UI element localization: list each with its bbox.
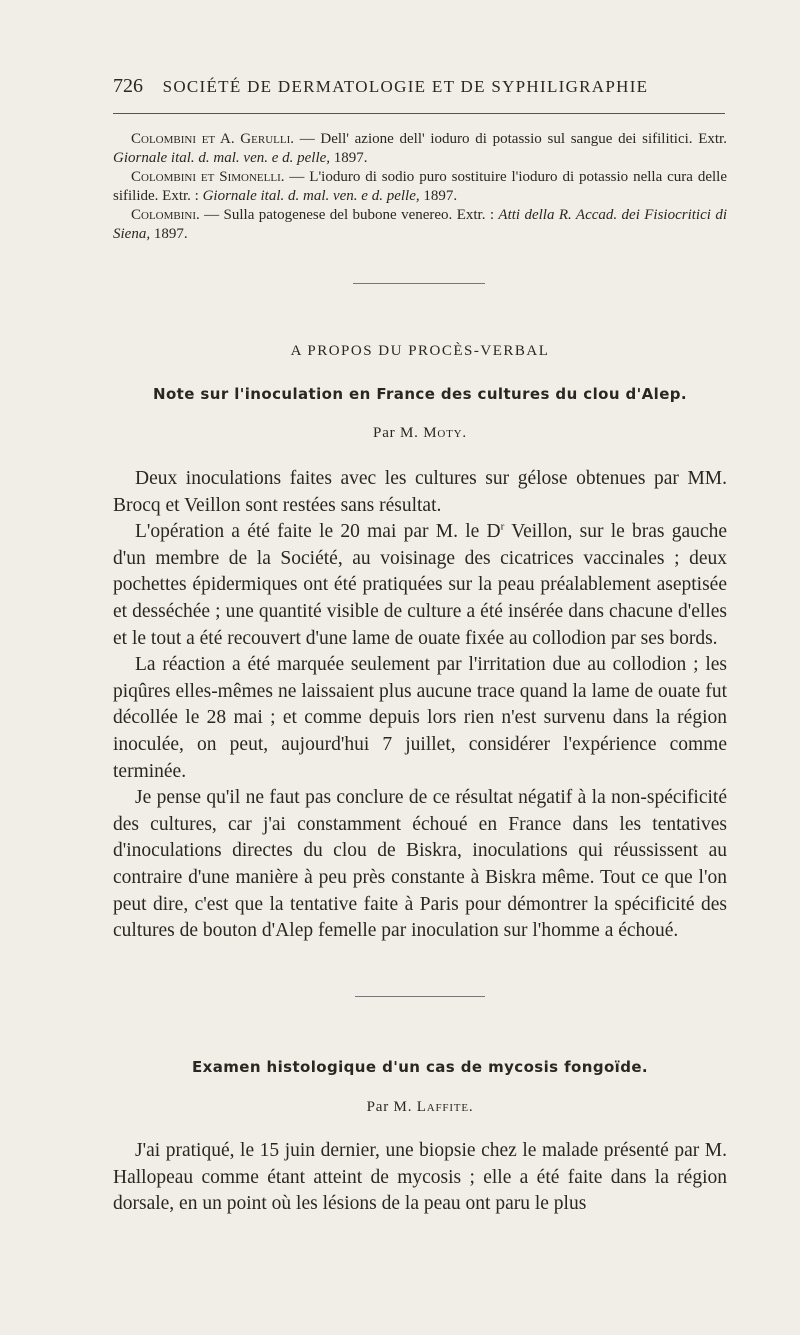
author-prefix: Par M. bbox=[366, 1099, 417, 1115]
reference-year: 1897. bbox=[150, 226, 188, 242]
reference-year: 1897. bbox=[330, 150, 368, 166]
paragraph: Je pense qu'il ne faut pas conclure de ce résultat négatif à la non-spécificité des cultures, car j'ai constamment échoué en France dans les tentatives d'inoculations directes du clou de Biskra, inoculations qui réussissent au contraire d'une manière à peu près constante à Biskra même. Tout ce que l'on peut dire, c'est que la tentative faite à Paris pour démontrer la spécificité des cultures de bouton d'Alep femelle par inoculation sur l'homme a échoué. bbox=[113, 787, 727, 942]
reference-item bbox=[113, 168, 727, 206]
reference-authors: Colombini et A. Gerulli. bbox=[131, 131, 294, 147]
reference-authors: Colombini. bbox=[131, 207, 200, 223]
paragraph: Deux inoculations faites avec les cultures sur gélose obtenues par MM. Brocq et Veillon sont restées sans résultat. bbox=[113, 468, 727, 516]
paragraph bbox=[113, 519, 727, 652]
page-number: 726 bbox=[113, 75, 143, 97]
reference-journal: Atti della R. Accad. dei Fisiocritici di Siena, bbox=[113, 207, 727, 242]
paragraph: J'ai pratiqué, le 15 juin dernier, une biopsie chez le malade présenté par M. Hallopeau comme étant atteint de mycosis ; elle a été faite dans la région dorsale, en un point où les lésions de la peau ont paru le plus bbox=[113, 1140, 727, 1215]
author-name: Moty. bbox=[423, 425, 467, 441]
running-header bbox=[113, 75, 725, 98]
reference-item bbox=[113, 206, 727, 244]
reference-text: — Sulla patogenese del bubone venereo. Extr. : bbox=[199, 207, 499, 223]
section-divider bbox=[353, 283, 485, 284]
author-prefix: Par M. bbox=[373, 425, 424, 441]
article-author bbox=[113, 1099, 727, 1116]
article-title: Examen histologique d'un cas de mycosis fongoïde. bbox=[191, 1058, 649, 1076]
reference-item bbox=[113, 130, 727, 168]
reference-list bbox=[113, 130, 727, 244]
article-author bbox=[113, 425, 727, 442]
reference-year: 1897. bbox=[419, 188, 458, 204]
reference-authors: Colombini et Simonelli. bbox=[131, 169, 285, 185]
section-divider bbox=[355, 996, 485, 997]
author-name: Laffite. bbox=[416, 1099, 474, 1115]
paragraph: La réaction a été marquée seulement par l'irritation due au collodion ; les piqûres elles-mêmes ne laissaient plus aucune trace quand la lame de ouate fut décollée le 28 mai ; et comme depuis lors rien n'est survenu dans la région inoculée, on peut, aujourd'hui 7 juillet, considérer l'expérience comme terminée. bbox=[113, 654, 727, 782]
section-heading: A PROPOS DU PROCÈS-VERBAL bbox=[290, 343, 550, 359]
reference-text: — L'ioduro di sodio puro sostituire l'ioduro di potassio nella cura delle sifilide. Extr. : bbox=[113, 169, 728, 204]
running-title: SOCIÉTÉ DE DERMATOLOGIE ET DE SYPHILIGRAPHIE bbox=[162, 77, 649, 96]
article-body bbox=[113, 1138, 727, 1218]
paragraph-part: Veillon, sur le bras gauche d'un membre de la Société, au voisinage des cicatrices vaccinales ; deux pochettes épidermiques ont été pratiquées sur la peau préalablement aseptisée et desséchée ; une quantité visible de culture a été insérée dans chacune d'elles et le tout a été recouvert d'une lame de ouate fixée au collodion par ses bords. bbox=[113, 521, 727, 649]
reference-text: — Dell' azione dell' ioduro di potassio sul sangue dei sifilitici. Extr. bbox=[294, 131, 727, 147]
article-body bbox=[113, 466, 727, 945]
header-rule bbox=[113, 113, 725, 114]
reference-journal: Giornale ital. d. mal. ven. e d. pelle, bbox=[202, 188, 420, 204]
article-title: Note sur l'inoculation en France des cultures du clou d'Alep. bbox=[152, 385, 688, 403]
reference-journal: Giornale ital. d. mal. ven. e d. pelle, bbox=[113, 150, 331, 166]
paragraph-part: L'opération a été faite le 20 mai par M. le D bbox=[135, 521, 501, 543]
superscript: r bbox=[500, 520, 505, 533]
